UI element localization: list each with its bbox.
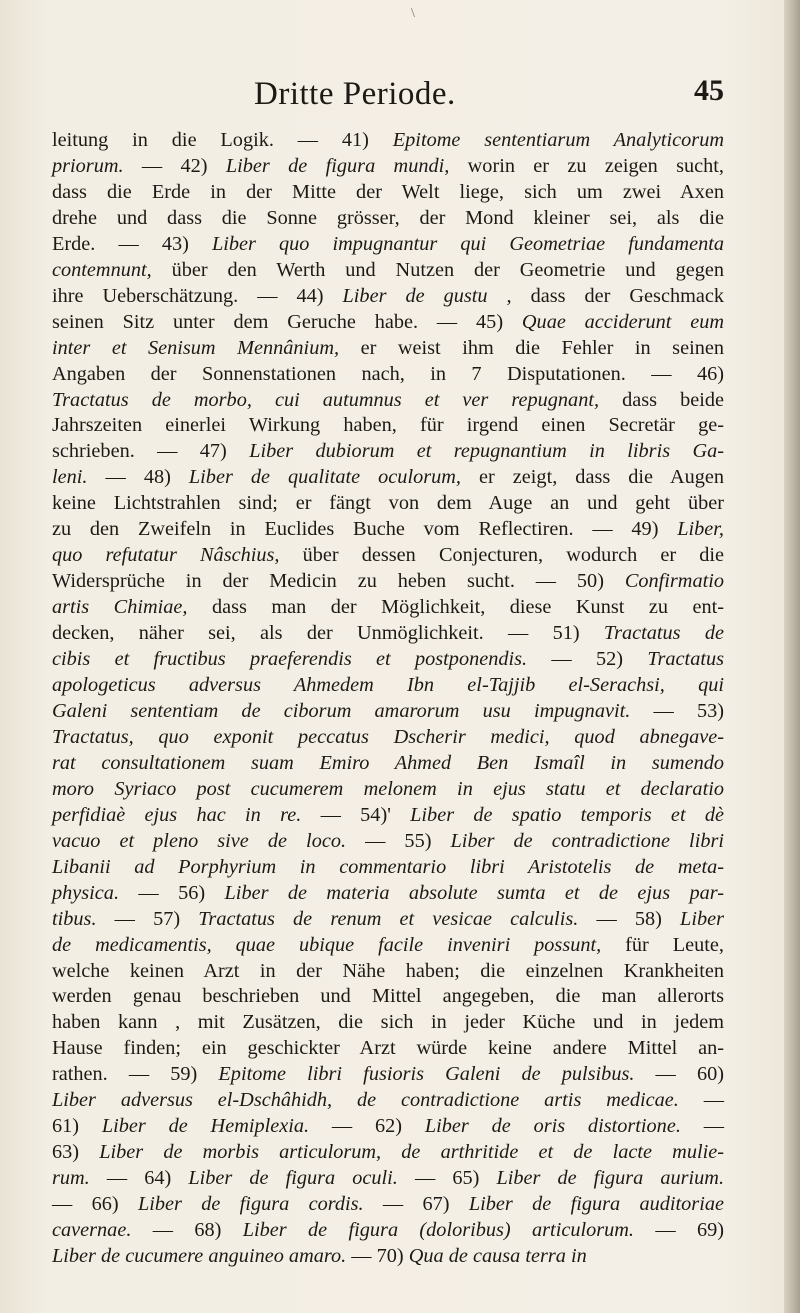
italic-title-segment: quo refutatur Nâschius, bbox=[52, 544, 280, 567]
text-segment: — 66) bbox=[52, 1193, 138, 1216]
text-segment: — 68) bbox=[131, 1219, 243, 1242]
text-line bbox=[52, 517, 724, 543]
text-segment: 63) bbox=[52, 1141, 100, 1164]
text-line bbox=[52, 128, 724, 154]
text-segment: 61) bbox=[52, 1115, 102, 1138]
text-line bbox=[52, 1140, 724, 1166]
text-line bbox=[52, 1062, 724, 1088]
italic-title-segment: Liber de gustu , bbox=[342, 284, 512, 307]
text-segment: — 70) bbox=[346, 1244, 409, 1267]
text-line bbox=[52, 1010, 724, 1036]
italic-title-segment: vacuo et pleno sive de loco. bbox=[52, 829, 347, 852]
text-line bbox=[52, 803, 724, 829]
text-segment: — 55) bbox=[346, 829, 451, 852]
italic-title-segment: Tractatus de morbo, cui autumnus et ver repugnant, bbox=[52, 388, 600, 411]
italic-title-segment: Liber de oris distortione. bbox=[424, 1115, 681, 1138]
text-segment: — 52) bbox=[527, 648, 648, 671]
text-segment: zu den Zweifeln in Euclides Buche vom Reflectiren. — 49) bbox=[52, 518, 678, 541]
text-segment: — 57) bbox=[96, 907, 199, 930]
text-segment: werden genau beschrieben und Mittel angegeben, die man allerorts bbox=[52, 985, 724, 1008]
italic-title-segment: physica. bbox=[52, 881, 120, 904]
text-line bbox=[52, 569, 724, 595]
text-line bbox=[52, 1088, 724, 1114]
text-line bbox=[52, 725, 724, 751]
text-line bbox=[52, 1036, 724, 1062]
text-segment: ihre Ueberschätzung. — 44) bbox=[52, 284, 343, 307]
text-line bbox=[52, 673, 724, 699]
text-line bbox=[52, 647, 724, 673]
text-segment: — 58) bbox=[578, 907, 681, 930]
text-line bbox=[52, 362, 724, 388]
text-segment: — 60) bbox=[634, 1063, 724, 1086]
text-line bbox=[52, 933, 724, 959]
page-header bbox=[0, 76, 800, 116]
text-line bbox=[52, 621, 724, 647]
italic-title-segment: de medicamentis, quae ubique facile inveniri possunt, bbox=[52, 933, 602, 956]
italic-title-segment: Liber dubiorum et repugnantium in libris Ga- bbox=[249, 440, 725, 463]
text-line bbox=[52, 855, 724, 881]
italic-title-segment: Epitome libri fusioris Galeni de pulsibus. bbox=[218, 1063, 635, 1086]
italic-title-segment: Epitome sententiarum Analyticorum bbox=[392, 129, 724, 151]
text-segment: keine Lichtstrahlen sind; er fängt von dem Auge an und geht über bbox=[52, 492, 724, 515]
text-segment: — 67) bbox=[363, 1193, 469, 1216]
italic-title-segment: Liber de figura (doloribus) articulorum. bbox=[242, 1219, 634, 1242]
italic-title-segment: priorum. bbox=[52, 154, 124, 177]
italic-title-segment: rum. bbox=[52, 1167, 90, 1190]
text-line bbox=[52, 1192, 724, 1218]
italic-title-segment: Liber de contradictione libri bbox=[450, 829, 724, 852]
italic-title-segment: apologeticus adversus Ahmedem Ibn el-Tajjib el-Serachsi, qui bbox=[52, 674, 724, 697]
text-line bbox=[52, 907, 724, 933]
italic-title-segment: Liber de spatio temporis et dè bbox=[410, 803, 724, 826]
italic-title-segment: Galeni sententiam de ciborum amarorum usu impugnavit. bbox=[52, 699, 631, 722]
text-line bbox=[52, 258, 724, 284]
text-line bbox=[52, 751, 724, 777]
text-segment: schrieben. — 47) bbox=[52, 440, 250, 463]
text-segment: — 48) bbox=[87, 466, 189, 489]
text-segment: er zeigt, dass die Augen bbox=[460, 466, 725, 489]
text-segment: — 65) bbox=[397, 1167, 497, 1190]
italic-title-segment: Liber de figura oculi. bbox=[188, 1167, 398, 1190]
text-line bbox=[52, 1244, 724, 1270]
text-line bbox=[52, 439, 724, 465]
text-line bbox=[52, 829, 724, 855]
text-line bbox=[52, 413, 724, 439]
body-text bbox=[52, 128, 724, 1270]
italic-title-segment: Libanii ad Porphyrium in commentario libri Aristotelis de meta- bbox=[52, 855, 724, 878]
text-segment: rathen. — 59) bbox=[52, 1063, 219, 1086]
text-line bbox=[52, 543, 724, 569]
italic-title-segment: Quae acciderunt eum bbox=[521, 310, 725, 333]
text-segment: haben kann , mit Zusätzen, die sich in jeder Küche und in jedem bbox=[52, 1011, 724, 1034]
text-segment: Erde. — 43) bbox=[52, 232, 212, 255]
italic-title-segment: inter et Senisum Mennânium, bbox=[52, 336, 340, 359]
text-segment: decken, näher sei, als der Unmöglichkeit. — 51) bbox=[52, 622, 604, 645]
text-segment: er weist ihm die Fehler in seinen bbox=[339, 336, 724, 359]
book-spine-edge bbox=[784, 0, 800, 1313]
italic-title-segment: Liber de cucumere anguineo amaro. bbox=[52, 1244, 347, 1267]
text-line bbox=[52, 984, 724, 1010]
text-segment: — 56) bbox=[119, 881, 225, 904]
italic-title-segment: leni. bbox=[52, 466, 88, 489]
text-segment: drehe und dass die Sonne grösser, der Mond kleiner sei, als die bbox=[52, 206, 724, 229]
text-line bbox=[52, 154, 724, 180]
text-segment: worin er zu zeigen sucht, bbox=[449, 154, 724, 177]
text-line bbox=[52, 336, 724, 362]
text-segment: Jahrszeiten einerlei Wirkung haben, für irgend einen Secretär ge- bbox=[52, 414, 724, 437]
text-segment: — 64) bbox=[89, 1167, 189, 1190]
text-line bbox=[52, 959, 724, 985]
text-segment: über den Werth und Nutzen der Geometrie und gegen bbox=[151, 258, 724, 281]
text-segment: leitung in die Logik. — 41) bbox=[52, 129, 393, 151]
text-line bbox=[52, 180, 724, 206]
text-segment: seinen Sitz unter dem Geruche habe. — 45) bbox=[52, 310, 522, 333]
italic-title-segment: Liber de figura cordis. bbox=[137, 1193, 364, 1216]
italic-title-segment: rat consultationem suam Emiro Ahmed Ben Ismaîl in sumendo bbox=[52, 751, 724, 774]
italic-title-segment: Liber de qualitate oculorum, bbox=[188, 466, 461, 489]
text-line bbox=[52, 491, 724, 517]
italic-title-segment: Tractatus de renum et vesicae calculis. bbox=[198, 907, 579, 930]
text-line bbox=[52, 1114, 724, 1140]
text-line bbox=[52, 232, 724, 258]
italic-title-segment: Liber bbox=[680, 907, 724, 930]
text-line bbox=[52, 310, 724, 336]
italic-title-segment: Tractatus de bbox=[603, 622, 724, 645]
italic-title-segment: cibis et fructibus praeferendis et postponendis. bbox=[52, 648, 528, 671]
italic-title-segment: Liber de morbis articulorum, de arthritide et de lacte mulie- bbox=[99, 1141, 724, 1164]
italic-title-segment: Liber, bbox=[677, 518, 724, 541]
text-line bbox=[52, 1218, 724, 1244]
text-segment: welche keinen Arzt in der Nähe haben; die einzelnen Krankheiten bbox=[52, 959, 724, 982]
text-line bbox=[52, 699, 724, 725]
italic-title-segment: Liber de figura mundi, bbox=[225, 154, 450, 177]
italic-title-segment: Tractatus, quo exponit peccatus Dscherir medici, quod abnegave- bbox=[52, 725, 724, 748]
text-segment: — 54)' bbox=[301, 803, 411, 826]
text-line bbox=[52, 881, 724, 907]
text-segment: über dessen Conjecturen, wodurch er die bbox=[279, 544, 724, 567]
text-line bbox=[52, 1166, 724, 1192]
margin-mark: \ bbox=[411, 6, 415, 21]
text-segment: Widersprüche in der Medicin zu heben sucht. — 50) bbox=[52, 570, 625, 593]
italic-title-segment: Liber de materia absolute sumta et de ejus par- bbox=[224, 881, 724, 904]
italic-title-segment: Liber de Hemiplexia. bbox=[101, 1115, 310, 1138]
text-line bbox=[52, 206, 724, 232]
text-line bbox=[52, 595, 724, 621]
italic-title-segment: Liber de figura auditoriae bbox=[468, 1193, 724, 1216]
text-segment: — 62) bbox=[309, 1115, 425, 1138]
italic-title-segment: Tractatus bbox=[647, 648, 724, 671]
text-segment: dass man der Möglichkeit, diese Kunst zu ent- bbox=[187, 596, 724, 619]
italic-title-segment: artis Chimiae, bbox=[52, 596, 188, 619]
italic-title-segment: Qua de causa terra in bbox=[408, 1244, 587, 1267]
italic-title-segment: Confirmatio bbox=[624, 570, 724, 593]
italic-title-segment: moro Syriaco post cucumerem melonem in ejus statu et declaratio bbox=[52, 777, 724, 800]
text-segment: — bbox=[678, 1089, 724, 1112]
text-segment: dass die Erde in der Mitte der Welt liege, sich um zwei Axen bbox=[52, 180, 724, 203]
text-segment: — bbox=[680, 1115, 724, 1138]
italic-title-segment: tibus. bbox=[52, 907, 97, 930]
text-line bbox=[52, 284, 724, 310]
italic-title-segment: Liber adversus el-Dschâhidh, de contradictione artis medicae. bbox=[52, 1089, 679, 1112]
running-title: Dritte Periode. bbox=[254, 76, 456, 112]
italic-title-segment: contemnunt, bbox=[52, 258, 152, 281]
italic-title-segment: perfidiaè ejus hac in re. bbox=[52, 803, 302, 826]
page-number: 45 bbox=[694, 74, 724, 107]
text-line bbox=[52, 388, 724, 414]
text-segment: — 69) bbox=[634, 1219, 724, 1242]
text-segment: dass der Geschmack bbox=[511, 284, 725, 307]
text-segment: für Leute, bbox=[601, 933, 724, 956]
italic-title-segment: cavernae. bbox=[52, 1219, 132, 1242]
text-line bbox=[52, 465, 724, 491]
text-segment: — 53) bbox=[630, 699, 724, 722]
text-segment: — 42) bbox=[123, 154, 226, 177]
italic-title-segment: Liber de figura aurium. bbox=[496, 1167, 725, 1190]
text-segment: Angaben der Sonnenstationen nach, in 7 Disputationen. — 46) bbox=[52, 362, 724, 385]
text-line bbox=[52, 777, 724, 803]
text-segment: Hause finden; ein geschickter Arzt würde keine andere Mittel an- bbox=[52, 1037, 724, 1060]
italic-title-segment: Liber quo impugnantur qui Geometriae fundamenta bbox=[211, 232, 724, 255]
text-segment: dass beide bbox=[599, 388, 724, 411]
